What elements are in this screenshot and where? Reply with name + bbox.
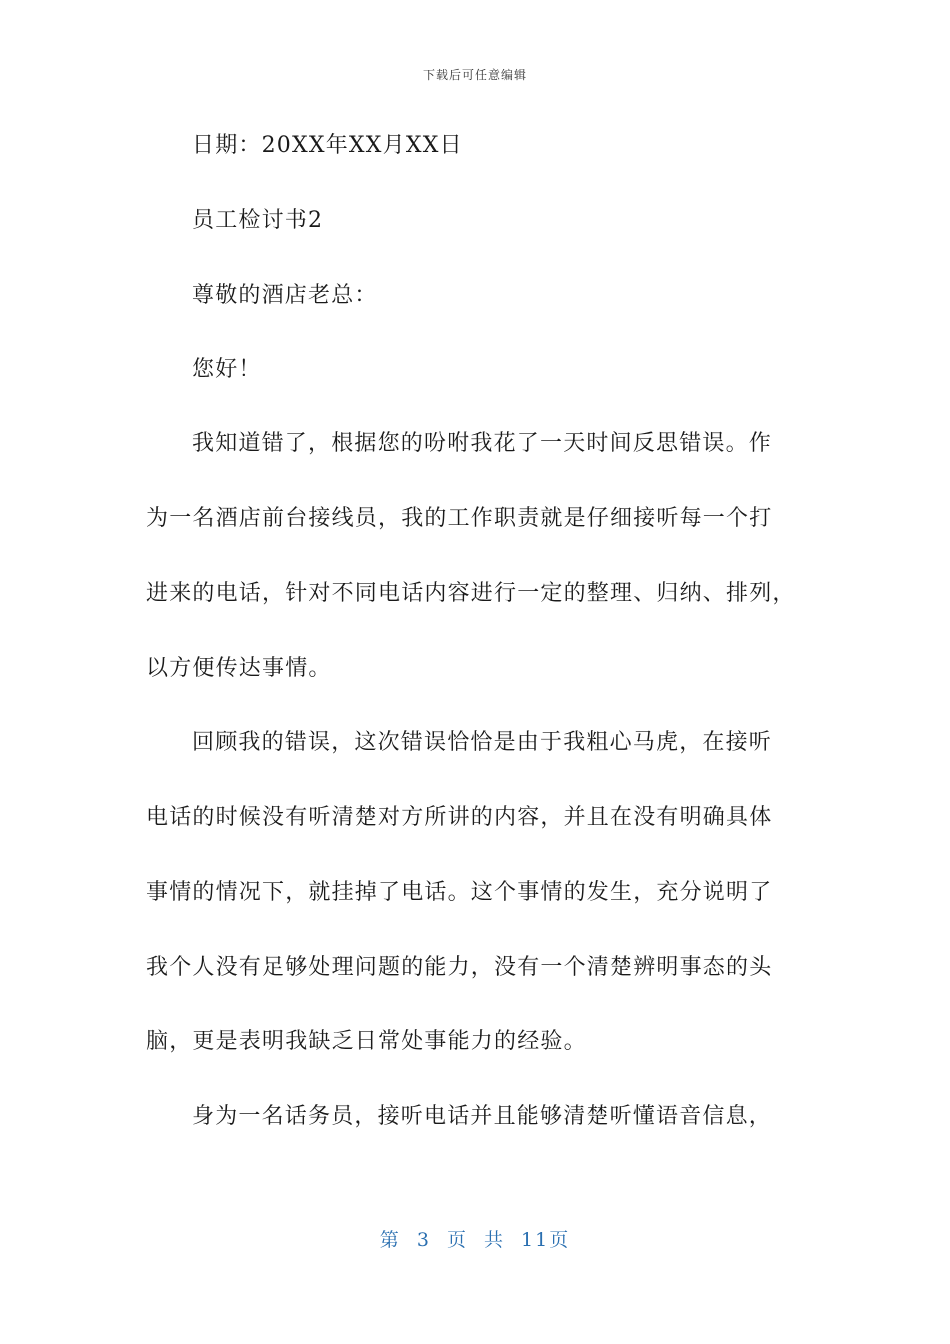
paragraph-2-line-3: 事情的情况下，就挂掉了电话。这个事情的发生，充分说明了 <box>146 880 773 905</box>
paragraph-1-line-3: 进来的电话，针对不同电话内容进行一定的整理、归纳、排列， <box>146 581 796 606</box>
paragraph-2-line-1: 回顾我的错误，这次错误恰恰是由于我粗心马虎，在接听 <box>192 730 773 755</box>
paragraph-2-line-2: 电话的时候没有听清楚对方所讲的内容，并且在没有明确具体 <box>146 805 773 830</box>
paragraph-1-line-1: 我知道错了，根据您的吩咐我花了一天时间反思错误。作 <box>192 431 773 456</box>
salutation: 尊敬的酒店老总： <box>192 283 378 308</box>
paragraph-2-line-5: 脑，更是表明我缺乏日常处事能力的经验。 <box>146 1029 587 1054</box>
document-title: 员工检讨书2 <box>192 208 324 233</box>
greeting: 您好！ <box>192 357 262 382</box>
paragraph-3-line-1: 身为一名话务员，接听电话并且能够清楚听懂语音信息， <box>192 1104 773 1129</box>
page-number-footer: 第 3 页 共 11页 <box>379 1229 571 1251</box>
paragraph-1-line-4: 以方便传达事情。 <box>146 656 332 681</box>
date-line: 日期：20XX年XX月XX日 <box>192 133 463 158</box>
paragraph-1-line-2: 为一名酒店前台接线员，我的工作职责就是仔细接听每一个打 <box>146 506 773 531</box>
header-note: 下载后可任意编辑 <box>422 68 527 82</box>
paragraph-2-line-4: 我个人没有足够处理问题的能力，没有一个清楚辨明事态的头 <box>146 955 773 980</box>
